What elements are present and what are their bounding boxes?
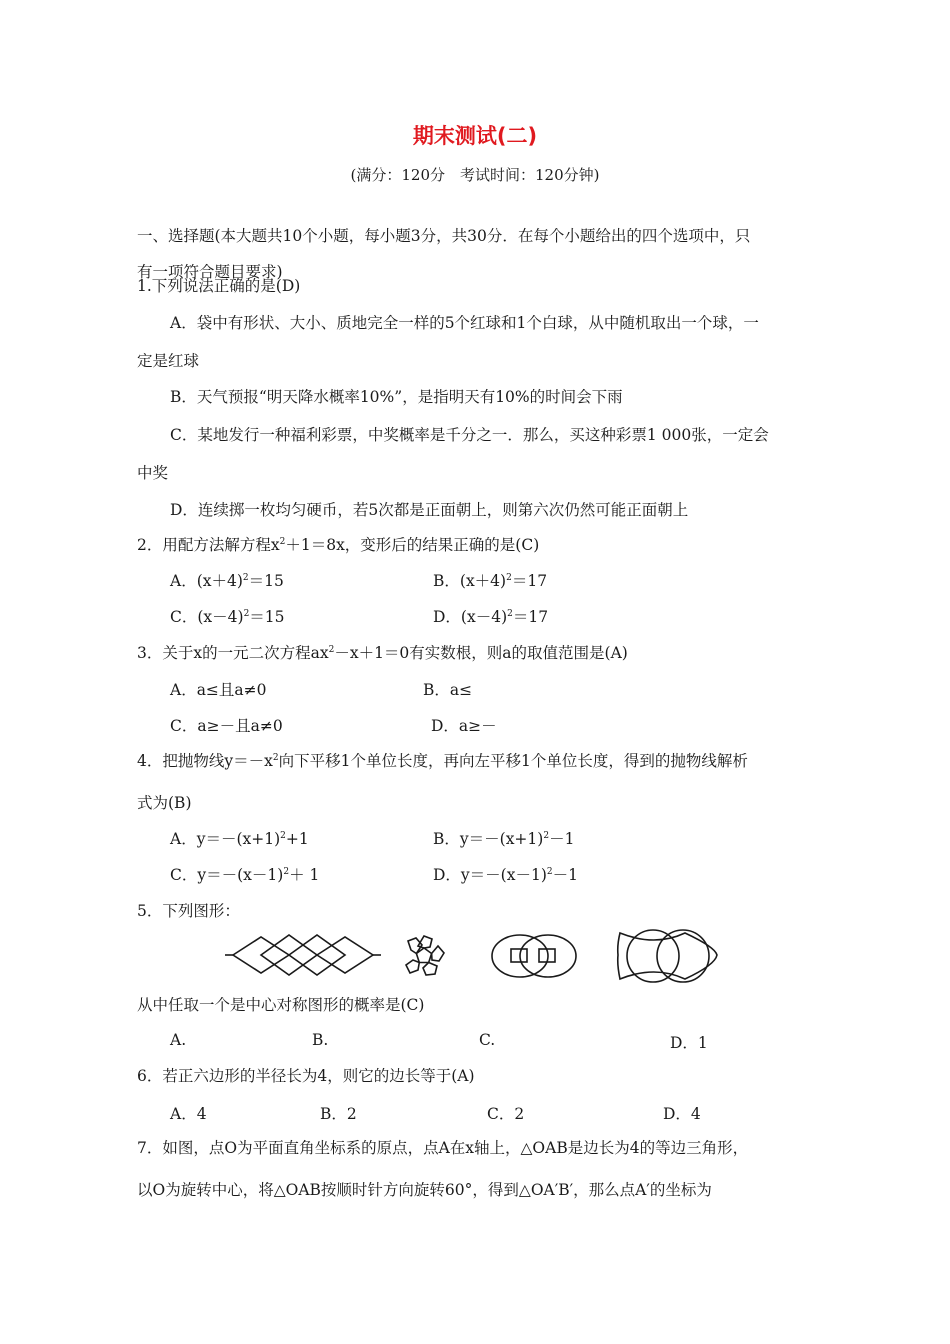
q7-stem-cont: 以O为旋转中心，将△OAB按顺时针方向旋转60°，得到△OA′B′，那么点A′的坐标为: [137, 1181, 712, 1199]
q3-option-d: D．a≥－: [431, 717, 497, 735]
q1-option-b: B．天气预报“明天降水概率10%”，是指明天有10%的时间会下雨: [170, 388, 623, 406]
q5-option-d: D．1: [670, 1034, 708, 1052]
page-title: 期末测试(二): [412, 124, 538, 148]
q1-option-a-cont: 定是红球: [137, 352, 200, 370]
q6-option-a: A．4: [170, 1105, 207, 1123]
q3-option-a: A．a≤且a≠0: [170, 681, 267, 699]
q2-option-b: B．$(x+4)^2=17$: [433, 572, 548, 590]
q5-option-b: B.: [312, 1031, 329, 1049]
q2-stem: 2．用配方法解方程$x^2+1=8x$，变形后的结果正确的是(C): [137, 536, 540, 554]
q7-stem: 7．如图，点O为平面直角坐标系的原点，点A在x轴上，△OAB是边长为4的等边三角形，: [137, 1139, 749, 1157]
q3-option-b: B．a≤: [423, 681, 473, 699]
q1-option-c-cont: 中奖: [137, 464, 169, 482]
q3-stem: 3．关于x的一元二次方程$ax^2-x+1=0$有实数根，则a的取值范围是(A): [137, 644, 628, 662]
q1-option-c: C．某地发行一种福利彩票，中奖概率是千分之一．那么，买这种彩票1 000张，一定会: [170, 426, 769, 444]
q4-option-c: C．$y=-(x-1)^2+ 1$: [170, 866, 320, 884]
q4-option-d: D．$y=-(x-1)^2-1$: [433, 866, 578, 884]
q5-stem: 5．下列图形：: [137, 902, 240, 920]
q4-stem-cont: 式为(B): [137, 794, 192, 812]
interlaced-diamond-figure: [225, 935, 381, 975]
overlapping-ovals-figure: [492, 935, 576, 977]
q4-option-a: A．$y=-(x+1)^2+1$: [170, 830, 309, 848]
q5-stem-cont: 从中任取一个是中心对称图形的概率是(C): [137, 996, 425, 1014]
q5-option-a: A.: [170, 1031, 187, 1049]
circles-in-square-figure: [618, 930, 717, 982]
q5-option-c: C.: [479, 1031, 496, 1049]
q6-option-b: B．2: [320, 1105, 357, 1123]
q1-option-d: D．连续掷一枚均匀硬币，若5次都是正面朝上，则第六次仍然可能正面朝上: [170, 501, 689, 519]
pentagon-flower-figure: [406, 936, 444, 975]
exam-info: (满分：120分 考试时间：120分钟): [350, 166, 600, 184]
section-heading: 一、选择题(本大题共10个小题，每小题3分，共30分．在每个小题给出的四个选项中，只: [137, 227, 751, 245]
q2-option-c: C．$(x-4)^2=15$: [170, 608, 285, 626]
q6-stem: 6．若正六边形的半径长为4，则它的边长等于(A): [137, 1067, 475, 1085]
q2-option-d: D．$(x-4)^2=17$: [433, 608, 549, 626]
q1-option-a: A．袋中有形状、大小、质地完全一样的5个红球和1个白球，从中随机取出一个球，一: [170, 314, 759, 332]
q3-option-c: C．a≥－且a≠0: [170, 717, 283, 735]
q4-stem: 4．把抛物线$y=-x^2$向下平移1个单位长度，再向左平移1个单位长度，得到的抛物线解析: [137, 752, 748, 770]
q4-option-b: B．$y=-(x+1)^2-1$: [433, 830, 575, 848]
section-heading-cont: 有一项符合题目要求): [137, 263, 283, 281]
q6-option-c: C．2: [487, 1105, 525, 1123]
q1-stem: 1.下列说法正确的是(D): [137, 277, 301, 295]
q5-figures: [225, 925, 725, 985]
q2-option-a: A．$(x+4)^2=15$: [170, 572, 284, 590]
q6-option-d: D．4: [663, 1105, 701, 1123]
